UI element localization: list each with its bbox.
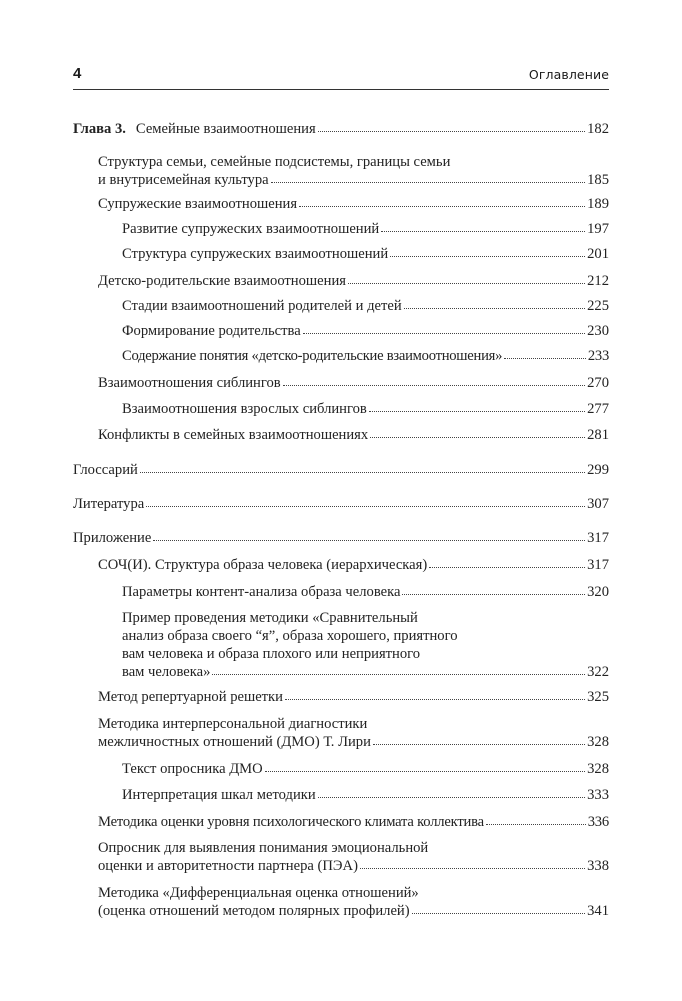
- entry-title: Литература: [73, 496, 145, 512]
- entry-title-line: Опросник для выявления понимания эмоциональной: [98, 840, 429, 856]
- entry-title: межличностных отношений (ДМО) Т. Лири: [98, 734, 371, 750]
- page-ref: 182: [587, 121, 609, 137]
- toc-entry[interactable]: [122, 786, 609, 804]
- entry-title: Приложение: [73, 530, 152, 546]
- entry-title: оценки и авторитетности партнера (ПЭА): [98, 858, 358, 874]
- toc-entry[interactable]: [98, 153, 609, 189]
- page-ref: 233: [587, 348, 609, 364]
- entry-title: Метод репертуарной решетки: [98, 689, 283, 705]
- entry-title-line: вам человека и образа плохого или неприятного: [122, 646, 421, 662]
- chapter-label: Глава 3.: [73, 121, 126, 137]
- toc-entry[interactable]: [98, 195, 609, 213]
- dot-leader: [369, 410, 585, 412]
- entry-title: Взаимоотношения взрослых сиблингов: [122, 401, 367, 417]
- toc-entry[interactable]: [122, 322, 609, 340]
- dot-leader: [381, 230, 585, 232]
- entry-title-line: Структура семьи, семейные подсистемы, границы семьи: [98, 154, 451, 170]
- toc-entry-glossary[interactable]: [73, 461, 609, 479]
- page-ref: 185: [587, 172, 609, 188]
- dot-leader: [318, 130, 585, 132]
- entry-title-line: Методика «Дифференциальная оценка отношений»: [98, 885, 419, 901]
- page-ref: 281: [587, 427, 609, 443]
- entry-title: Детско-родительские взаимоотношения: [98, 273, 346, 289]
- dot-leader: [360, 867, 585, 869]
- toc-entry[interactable]: [98, 813, 609, 831]
- page-ref: 277: [587, 401, 609, 417]
- page-ref: 189: [587, 196, 609, 212]
- entry-title: Параметры контент-анализа образа человека: [122, 584, 401, 600]
- toc-entry-chapter-3[interactable]: [73, 120, 609, 138]
- entry-title: Методика оценки уровня психологического климата коллектива: [98, 814, 484, 830]
- dot-leader: [271, 181, 586, 183]
- page-ref: 322: [587, 664, 609, 680]
- toc-entry[interactable]: [122, 245, 609, 263]
- entry-title-line: Пример проведения методики «Сравнительный: [122, 610, 418, 626]
- toc-entry-appendix[interactable]: [73, 529, 609, 547]
- page-ref: 317: [587, 530, 609, 546]
- toc-entry[interactable]: [122, 583, 609, 601]
- page-ref: 336: [587, 814, 609, 830]
- dot-leader: [404, 307, 585, 309]
- page-ref: 197: [587, 221, 609, 237]
- page-ref: 230: [587, 323, 609, 339]
- page-ref: 212: [587, 273, 609, 289]
- dot-leader: [285, 698, 585, 700]
- dot-leader: [146, 505, 585, 507]
- toc-entry[interactable]: [122, 400, 609, 418]
- toc-entry[interactable]: [98, 374, 609, 392]
- page-ref: 328: [587, 761, 609, 777]
- entry-title: Формирование родительства: [122, 323, 301, 339]
- page-ref: 341: [587, 903, 609, 919]
- toc-entry[interactable]: [98, 839, 609, 875]
- page-ref: 333: [587, 787, 609, 803]
- page-ref: 325: [587, 689, 609, 705]
- entry-title: Интерпретация шкал методики: [122, 787, 316, 803]
- entry-title: Супружеские взаимоотношения: [98, 196, 298, 212]
- dot-leader: [153, 539, 585, 541]
- page-ref: 270: [587, 375, 609, 391]
- toc-entry[interactable]: [122, 760, 609, 778]
- toc-entry[interactable]: [122, 347, 609, 365]
- page-ref: 328: [587, 734, 609, 750]
- entry-title: СОЧ(И). Структура образа человека (иерархическая): [98, 557, 428, 573]
- toc-entry[interactable]: [122, 220, 609, 238]
- toc-entry[interactable]: [98, 556, 609, 574]
- dot-leader: [390, 255, 585, 257]
- page-ref: 225: [587, 298, 609, 314]
- toc-entry[interactable]: [98, 426, 609, 444]
- toc-entry[interactable]: [122, 297, 609, 315]
- entry-title: (оценка отношений методом полярных профилей): [98, 903, 410, 919]
- page-ref: 317: [587, 557, 609, 573]
- dot-leader: [412, 912, 586, 914]
- dot-leader: [318, 796, 585, 798]
- entry-title: Конфликты в семейных взаимоотношениях: [98, 427, 369, 443]
- entry-title-line: анализ образа своего “я”, образа хорошего, приятного: [122, 628, 458, 644]
- running-title: Оглавление: [528, 67, 609, 82]
- dot-leader: [373, 743, 585, 745]
- page-ref: 201: [587, 246, 609, 262]
- dot-leader: [486, 823, 586, 825]
- toc-entry[interactable]: [98, 884, 609, 920]
- entry-title: Взаимоотношения сиблингов: [98, 375, 281, 391]
- page-ref: 299: [587, 462, 609, 478]
- page-ref: 320: [587, 584, 609, 600]
- dot-leader: [265, 770, 585, 772]
- toc-entry-literature[interactable]: [73, 495, 609, 513]
- dot-leader: [504, 357, 586, 359]
- dot-leader: [140, 471, 585, 473]
- page-ref: 338: [587, 858, 609, 874]
- entry-title: Содержание понятия «детско-родительские взаимоотношения»: [122, 348, 503, 364]
- dot-leader: [299, 205, 585, 207]
- toc-entry[interactable]: [98, 272, 609, 290]
- dot-leader: [402, 593, 585, 595]
- page-number: 4: [73, 65, 82, 82]
- dot-leader: [429, 566, 585, 568]
- dot-leader: [303, 332, 585, 334]
- entry-title: Стадии взаимоотношений родителей и детей: [122, 298, 402, 314]
- entry-title-line: Методика интерперсональной диагностики: [98, 716, 368, 732]
- entry-title: вам человека»: [122, 664, 211, 680]
- toc-entry[interactable]: [98, 715, 609, 751]
- dot-leader: [370, 436, 585, 438]
- dot-leader: [283, 384, 585, 386]
- dot-leader: [212, 673, 585, 675]
- dot-leader: [348, 282, 585, 284]
- toc-entry[interactable]: [98, 688, 609, 706]
- entry-title: Глоссарий: [73, 462, 138, 478]
- entry-title: Текст опросника ДМО: [122, 761, 263, 777]
- chapter-title: Семейные взаимоотношения: [135, 121, 316, 137]
- toc-entry[interactable]: [122, 609, 609, 681]
- entry-title: и внутрисемейная культура: [98, 172, 269, 188]
- entry-title: Структура супружеских взаимоотношений: [122, 246, 389, 262]
- page-ref: 307: [587, 496, 609, 512]
- entry-title: Развитие супружеских взаимоотношений: [122, 221, 380, 237]
